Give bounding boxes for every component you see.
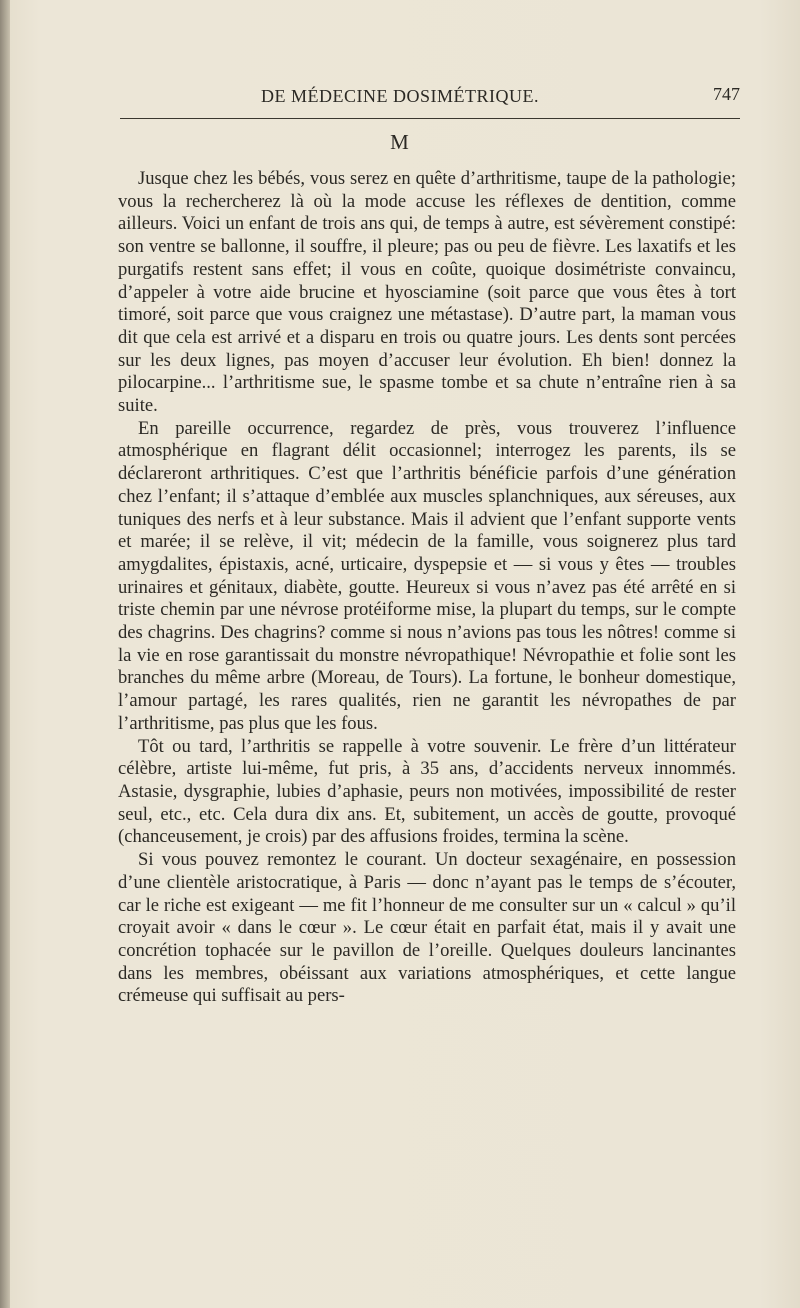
body-text [118, 168, 736, 1008]
running-head [120, 84, 740, 114]
paragraph-3: Tôt ou tard, l’arthritis se rappelle à votre souvenir. Le frère d’un littérateur célèbre, artiste lui-même, fut pris, à 35 ans, d’accidents nerveux innommés. Astasie, dysgraphie, lubies d’aphasie, peurs non motivées, impossibilité de rester seul, etc., etc. Cela dura dix ans. Et, subitement, un accès de goutte, provoqué (chanceusement, je crois) par des affusions froides, termina la scène. [118, 735, 736, 848]
book-spine-shadow [0, 0, 10, 1308]
section-letter: M [390, 130, 410, 154]
paragraph-2: En pareille occurrence, regardez de près, vous trouverez l’influence atmosphérique en flagrant délit occasionnel; interrogez les parents, ils se déclareront arthritiques. C’est que l’arthritis bénéficie parfois d’une génération chez l’enfant; il s’attaque d’emblée aux muscles splanchniques, aux séreuses, aux tuniques des nerfs et à leur substance. Mais il advient que l’enfant supporte vents et marée; il se relève, il vit; médecin de la famille, vous soignerez plus tard amygdalites, épistaxis, acné, urticaire, dyspepsie et — si vous y êtes — troubles urinaires et génitaux, diabète, goutte. Heureux si vous n’avez pas été arrêté en si triste chemin par une névrose protéiforme mise, la plupart du temps, sur le compte des chagrins. Des chagrins? comme si nous n’avions pas tous les nôtres! comme si la vie en rose garantissait du monstre névropathique! Névropathie et folie sont les branches du même arbre (Moreau, de Tours). La fortune, le bonheur domestique, l’amour partagé, les rares qualités, rien ne garantit les névropathes de par l’arthritisme, pas plus que les fous. [118, 417, 736, 734]
page-number: 747 [713, 84, 740, 104]
header-rule [120, 118, 740, 119]
paragraph-4: Si vous pouvez remontez le courant. Un docteur sexagénaire, en possession d’une clientèle aristocratique, à Paris — donc n’ayant pas le temps de s’écouter, car le riche est exigeant — me fit l’honneur de me consulter sur un « calcul » qu’il croyait avoir « dans le cœur ». Le cœur était en parfait état, mais il y avait une concrétion tophacée sur le pavillon de l’oreille. Quelques douleurs lancinantes dans les membres, obéissant aux variations atmosphériques, et cette langue crémeuse qui suffisait au pers- [118, 849, 736, 1007]
running-head-title: DE MÉDECINE DOSIMÉTRIQUE. [261, 86, 539, 106]
paragraph-1: Jusque chez les bébés, vous serez en quête d’arthritisme, taupe de la pathologie; vous la rechercherez là où la mode accuse les réflexes de dentition, comme ailleurs. Voici un enfant de trois ans qui, de temps à autre, est sévèrement constipé: son ventre se ballonne, il souffre, il pleure; pas ou peu de fièvre. Les laxatifs et les purgatifs restent sans effet; il vous en coûte, quoique dosimétriste convaincu, d’appeler à votre aide brucine et hyosciamine (soit parce que vous êtes à tort timoré, soit parce que vous craignez une métastase). D’autre part, la maman vous dit que cela est arrivé et a disparu en trois ou quatre jours. Les dents sont percées sur les deux lignes, pas moyen d’accuser leur évolution. Eh bien! donnez la pilocarpine... l’arthritisme sue, le spasme tombe et sa chute n’entraîne rien à sa suite. [118, 168, 736, 417]
